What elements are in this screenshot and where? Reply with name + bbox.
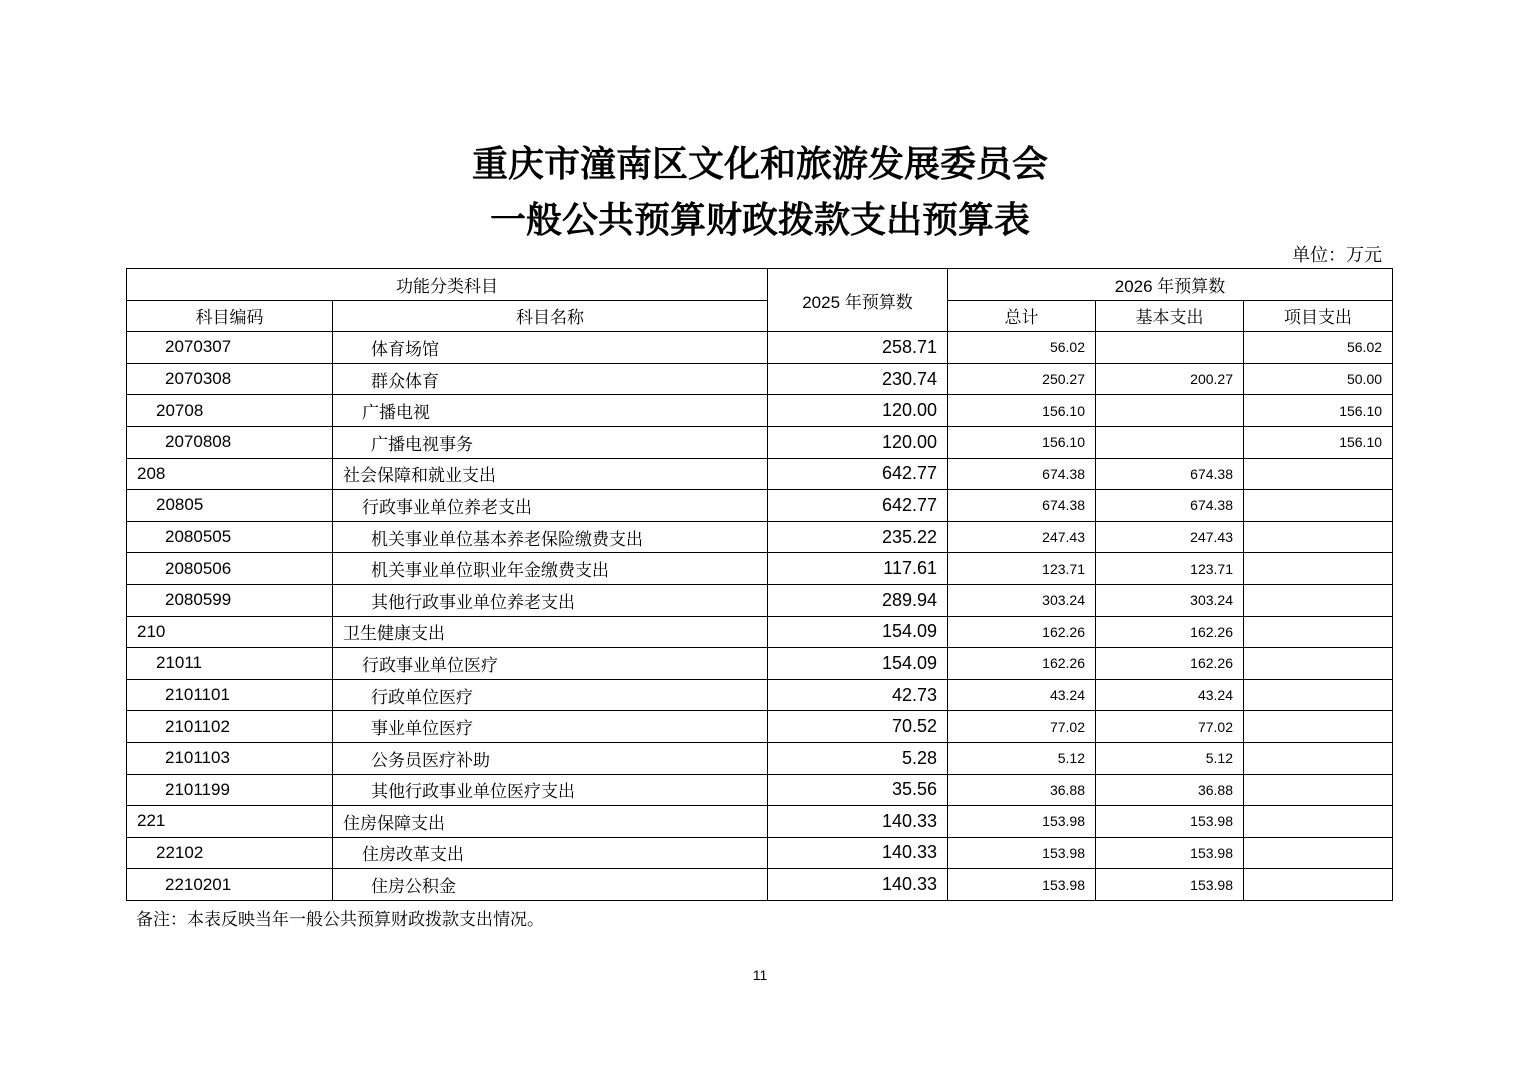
row-basic-2026 <box>1096 395 1244 427</box>
row-name: 住房保障支出 <box>333 806 768 838</box>
header-name: 科目名称 <box>333 300 768 332</box>
table-row <box>127 553 1393 585</box>
table-row <box>127 869 1393 901</box>
row-budget-2025: 230.74 <box>768 363 948 395</box>
table-header-row <box>127 269 1393 301</box>
table-row <box>127 648 1393 680</box>
row-basic-2026 <box>1096 426 1244 458</box>
row-project-2026 <box>1244 458 1393 490</box>
row-code: 20805 <box>127 490 333 522</box>
row-code: 2210201 <box>127 869 333 901</box>
unit-label: 单位：万元 <box>1292 245 1382 266</box>
row-budget-2025: 642.77 <box>768 490 948 522</box>
budget-table <box>126 268 1393 901</box>
row-project-2026 <box>1244 711 1393 743</box>
row-code: 2101102 <box>127 711 333 743</box>
row-total-2026: 674.38 <box>948 458 1096 490</box>
row-name: 住房改革支出 <box>333 837 768 869</box>
header-func-class: 功能分类科目 <box>127 269 768 301</box>
row-basic-2026: 36.88 <box>1096 774 1244 806</box>
row-total-2026: 303.24 <box>948 584 1096 616</box>
row-project-2026 <box>1244 648 1393 680</box>
row-project-2026 <box>1244 837 1393 869</box>
table-row <box>127 711 1393 743</box>
row-total-2026: 5.12 <box>948 742 1096 774</box>
row-total-2026: 56.02 <box>948 332 1096 364</box>
row-name: 行政单位医疗 <box>333 679 768 711</box>
header-budget-2026: 2026 年预算数 <box>948 269 1393 301</box>
row-code: 20708 <box>127 395 333 427</box>
row-budget-2025: 70.52 <box>768 711 948 743</box>
document-title-line1: 重庆市潼南区文化和旅游发展委员会 <box>471 143 1048 185</box>
row-project-2026 <box>1244 774 1393 806</box>
header-total: 总计 <box>948 300 1096 332</box>
row-name: 广播电视 <box>333 395 768 427</box>
table-row <box>127 774 1393 806</box>
row-budget-2025: 642.77 <box>768 458 948 490</box>
row-code: 22102 <box>127 837 333 869</box>
table-row <box>127 806 1393 838</box>
row-total-2026: 156.10 <box>948 426 1096 458</box>
row-name: 社会保障和就业支出 <box>333 458 768 490</box>
row-basic-2026: 153.98 <box>1096 869 1244 901</box>
row-total-2026: 153.98 <box>948 837 1096 869</box>
table-body <box>127 332 1393 901</box>
row-code: 208 <box>127 458 333 490</box>
row-name: 事业单位医疗 <box>333 711 768 743</box>
row-project-2026 <box>1244 521 1393 553</box>
row-project-2026 <box>1244 490 1393 522</box>
row-total-2026: 162.26 <box>948 648 1096 680</box>
row-basic-2026: 162.26 <box>1096 616 1244 648</box>
header-project: 项目支出 <box>1244 300 1393 332</box>
row-basic-2026: 153.98 <box>1096 837 1244 869</box>
row-total-2026: 43.24 <box>948 679 1096 711</box>
row-basic-2026: 153.98 <box>1096 806 1244 838</box>
table-row <box>127 332 1393 364</box>
row-total-2026: 36.88 <box>948 774 1096 806</box>
row-budget-2025: 235.22 <box>768 521 948 553</box>
row-basic-2026: 303.24 <box>1096 584 1244 616</box>
row-project-2026 <box>1244 806 1393 838</box>
row-total-2026: 153.98 <box>948 806 1096 838</box>
row-code: 210 <box>127 616 333 648</box>
row-code: 21011 <box>127 648 333 680</box>
row-total-2026: 156.10 <box>948 395 1096 427</box>
row-basic-2026: 247.43 <box>1096 521 1244 553</box>
table-subheader-row <box>127 300 1393 332</box>
document-title-line2: 一般公共预算财政拨款支出预算表 <box>489 199 1030 241</box>
row-total-2026: 123.71 <box>948 553 1096 585</box>
row-code: 2070808 <box>127 426 333 458</box>
row-project-2026: 156.10 <box>1244 426 1393 458</box>
row-project-2026 <box>1244 679 1393 711</box>
row-name: 群众体育 <box>333 363 768 395</box>
row-basic-2026: 43.24 <box>1096 679 1244 711</box>
row-project-2026 <box>1244 553 1393 585</box>
row-total-2026: 153.98 <box>948 869 1096 901</box>
table-row <box>127 616 1393 648</box>
row-budget-2025: 154.09 <box>768 616 948 648</box>
header-code: 科目编码 <box>127 300 333 332</box>
row-code: 221 <box>127 806 333 838</box>
row-code: 2070308 <box>127 363 333 395</box>
table-row <box>127 679 1393 711</box>
table-row <box>127 363 1393 395</box>
row-total-2026: 247.43 <box>948 521 1096 553</box>
row-name: 广播电视事务 <box>333 426 768 458</box>
table-row <box>127 395 1393 427</box>
row-code: 2080505 <box>127 521 333 553</box>
table-row <box>127 742 1393 774</box>
row-basic-2026: 674.38 <box>1096 490 1244 522</box>
row-name: 机关事业单位基本养老保险缴费支出 <box>333 521 768 553</box>
row-basic-2026: 123.71 <box>1096 553 1244 585</box>
row-budget-2025: 140.33 <box>768 806 948 838</box>
table-row <box>127 490 1393 522</box>
header-budget-2025: 2025 年预算数 <box>768 269 948 332</box>
row-project-2026 <box>1244 742 1393 774</box>
row-code: 2080599 <box>127 584 333 616</box>
row-code: 2101199 <box>127 774 333 806</box>
page-number: 11 <box>752 967 768 983</box>
row-code: 2080506 <box>127 553 333 585</box>
row-basic-2026: 5.12 <box>1096 742 1244 774</box>
row-budget-2025: 120.00 <box>768 426 948 458</box>
row-budget-2025: 140.33 <box>768 837 948 869</box>
row-budget-2025: 117.61 <box>768 553 948 585</box>
row-basic-2026: 162.26 <box>1096 648 1244 680</box>
row-name: 其他行政事业单位养老支出 <box>333 584 768 616</box>
header-basic: 基本支出 <box>1096 300 1244 332</box>
row-budget-2025: 258.71 <box>768 332 948 364</box>
row-budget-2025: 140.33 <box>768 869 948 901</box>
row-basic-2026: 77.02 <box>1096 711 1244 743</box>
row-basic-2026: 674.38 <box>1096 458 1244 490</box>
row-project-2026 <box>1244 616 1393 648</box>
row-name: 公务员医疗补助 <box>333 742 768 774</box>
table-row <box>127 426 1393 458</box>
row-code: 2101101 <box>127 679 333 711</box>
table-row <box>127 521 1393 553</box>
row-project-2026 <box>1244 869 1393 901</box>
row-name: 其他行政事业单位医疗支出 <box>333 774 768 806</box>
row-name: 体育场馆 <box>333 332 768 364</box>
row-project-2026 <box>1244 584 1393 616</box>
row-project-2026: 56.02 <box>1244 332 1393 364</box>
row-total-2026: 674.38 <box>948 490 1096 522</box>
row-total-2026: 162.26 <box>948 616 1096 648</box>
row-name: 卫生健康支出 <box>333 616 768 648</box>
row-budget-2025: 120.00 <box>768 395 948 427</box>
row-code: 2070307 <box>127 332 333 364</box>
table-row <box>127 584 1393 616</box>
row-budget-2025: 154.09 <box>768 648 948 680</box>
row-name: 行政事业单位医疗 <box>333 648 768 680</box>
row-budget-2025: 42.73 <box>768 679 948 711</box>
row-total-2026: 250.27 <box>948 363 1096 395</box>
row-project-2026: 156.10 <box>1244 395 1393 427</box>
row-name: 住房公积金 <box>333 869 768 901</box>
footnote: 备注：本表反映当年一般公共预算财政拨款支出情况。 <box>136 910 544 930</box>
row-budget-2025: 289.94 <box>768 584 948 616</box>
row-name: 机关事业单位职业年金缴费支出 <box>333 553 768 585</box>
row-code: 2101103 <box>127 742 333 774</box>
row-total-2026: 77.02 <box>948 711 1096 743</box>
row-budget-2025: 35.56 <box>768 774 948 806</box>
row-basic-2026 <box>1096 332 1244 364</box>
row-budget-2025: 5.28 <box>768 742 948 774</box>
row-project-2026: 50.00 <box>1244 363 1393 395</box>
row-name: 行政事业单位养老支出 <box>333 490 768 522</box>
table-row <box>127 458 1393 490</box>
row-basic-2026: 200.27 <box>1096 363 1244 395</box>
table-row <box>127 837 1393 869</box>
